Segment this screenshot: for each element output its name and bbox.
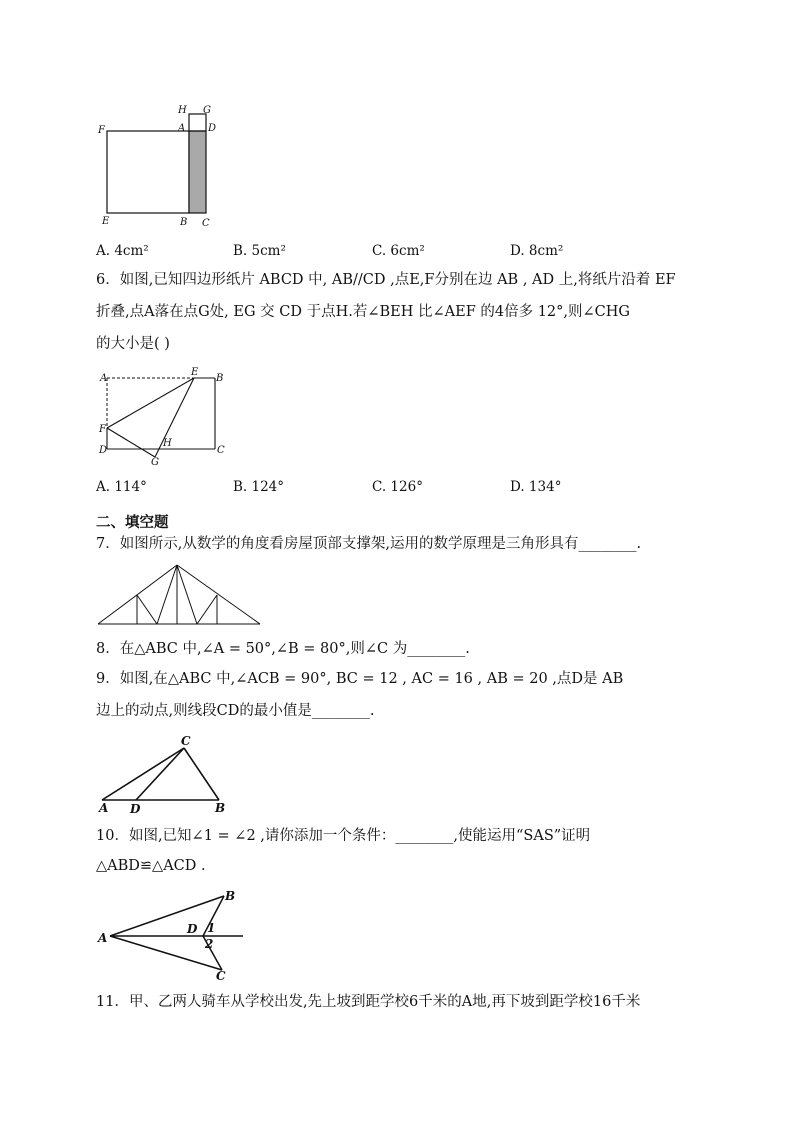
q5-option-a: A. 4cm² [96,243,149,259]
figure-q9-right-triangle [96,734,236,814]
label-B: B [216,373,224,384]
q6-option-d: D. 134° [510,479,562,495]
label-D: D [130,802,141,816]
q9-line-1: 9．如图,在△ABC 中,∠ACB = 90°, BC = 12 , AC = 16 , AB = 20 ,点D是 AB [96,671,624,687]
q5-option-c: C. 6cm² [372,243,425,259]
q11-text: 11．甲、乙两人骑车从学校出发,先上坡到距学校6千米的A地,再下坡到距学校16千米 [96,994,641,1010]
q6-line-3: 的大小是( ) [96,336,170,352]
label-C: C [202,218,210,229]
q10-line-2: △ABD≌△ACD . [96,858,206,874]
figure-q5-rectangles [90,100,230,230]
square-efab [107,131,189,213]
label-A: A [100,373,108,384]
label-C: C [181,734,191,748]
label-A: A [98,931,108,945]
label-E: E [191,367,199,378]
q5-option-b: B. 5cm² [233,243,286,259]
q9-line-2: 边上的动点,则线段CD的最小值是________. [96,703,375,719]
q7-text: 7．如图所示,从数学的角度看房屋顶部支撑架,运用的数学原理是三角形具有________. [96,536,642,552]
label-H: H [178,105,187,116]
label-B: B [215,801,226,815]
label-G: G [203,105,211,116]
label-D: D [99,445,108,456]
label-C: C [216,969,226,983]
q5-option-d: D. 8cm² [510,243,564,259]
q6-option-c: C. 126° [372,479,423,495]
label-angle-2: 2 [205,937,214,951]
figure-q6-folded-rectangle [96,368,236,468]
section-heading: 二、填空题 [96,515,169,531]
label-B: B [225,889,236,903]
q10-line-1: 10．如图,已知∠1 = ∠2 ,请你添加一个条件：________,使能运用“SAS”证明 [96,828,591,844]
q6-line-1: 6．如图,已知四边形纸片 ABCD 中, AB//CD ,点E,F分别在边 AB , AD 上,将纸片沿着 EF [96,272,676,288]
label-H: H [163,438,172,449]
label-F: F [99,424,106,435]
label-A: A [178,123,186,134]
shaded-strip [189,131,206,213]
label-angle-1: 1 [207,921,216,935]
small-square-hgda [189,114,206,131]
q6-option-a: A. 114° [96,479,147,495]
label-G: G [151,457,159,468]
figure-q10-kite [96,886,256,982]
label-D: D [208,123,217,134]
q6-line-2: 折叠,点A落在点G处, EG 交 CD 于点H.若∠BEH 比∠AEF 的4倍多 12°,则∠CHG [96,304,630,320]
label-F: F [98,125,105,136]
figure-q7-roof-truss [96,562,266,628]
label-C: C [217,445,225,456]
label-D: D [187,922,198,936]
label-E: E [102,216,110,227]
q8-text: 8．在△ABC 中,∠A = 50°,∠B = 80°,则∠C 为________. [96,641,470,657]
label-B: B [180,217,188,228]
q6-option-b: B. 124° [233,479,285,495]
label-A: A [99,801,109,815]
